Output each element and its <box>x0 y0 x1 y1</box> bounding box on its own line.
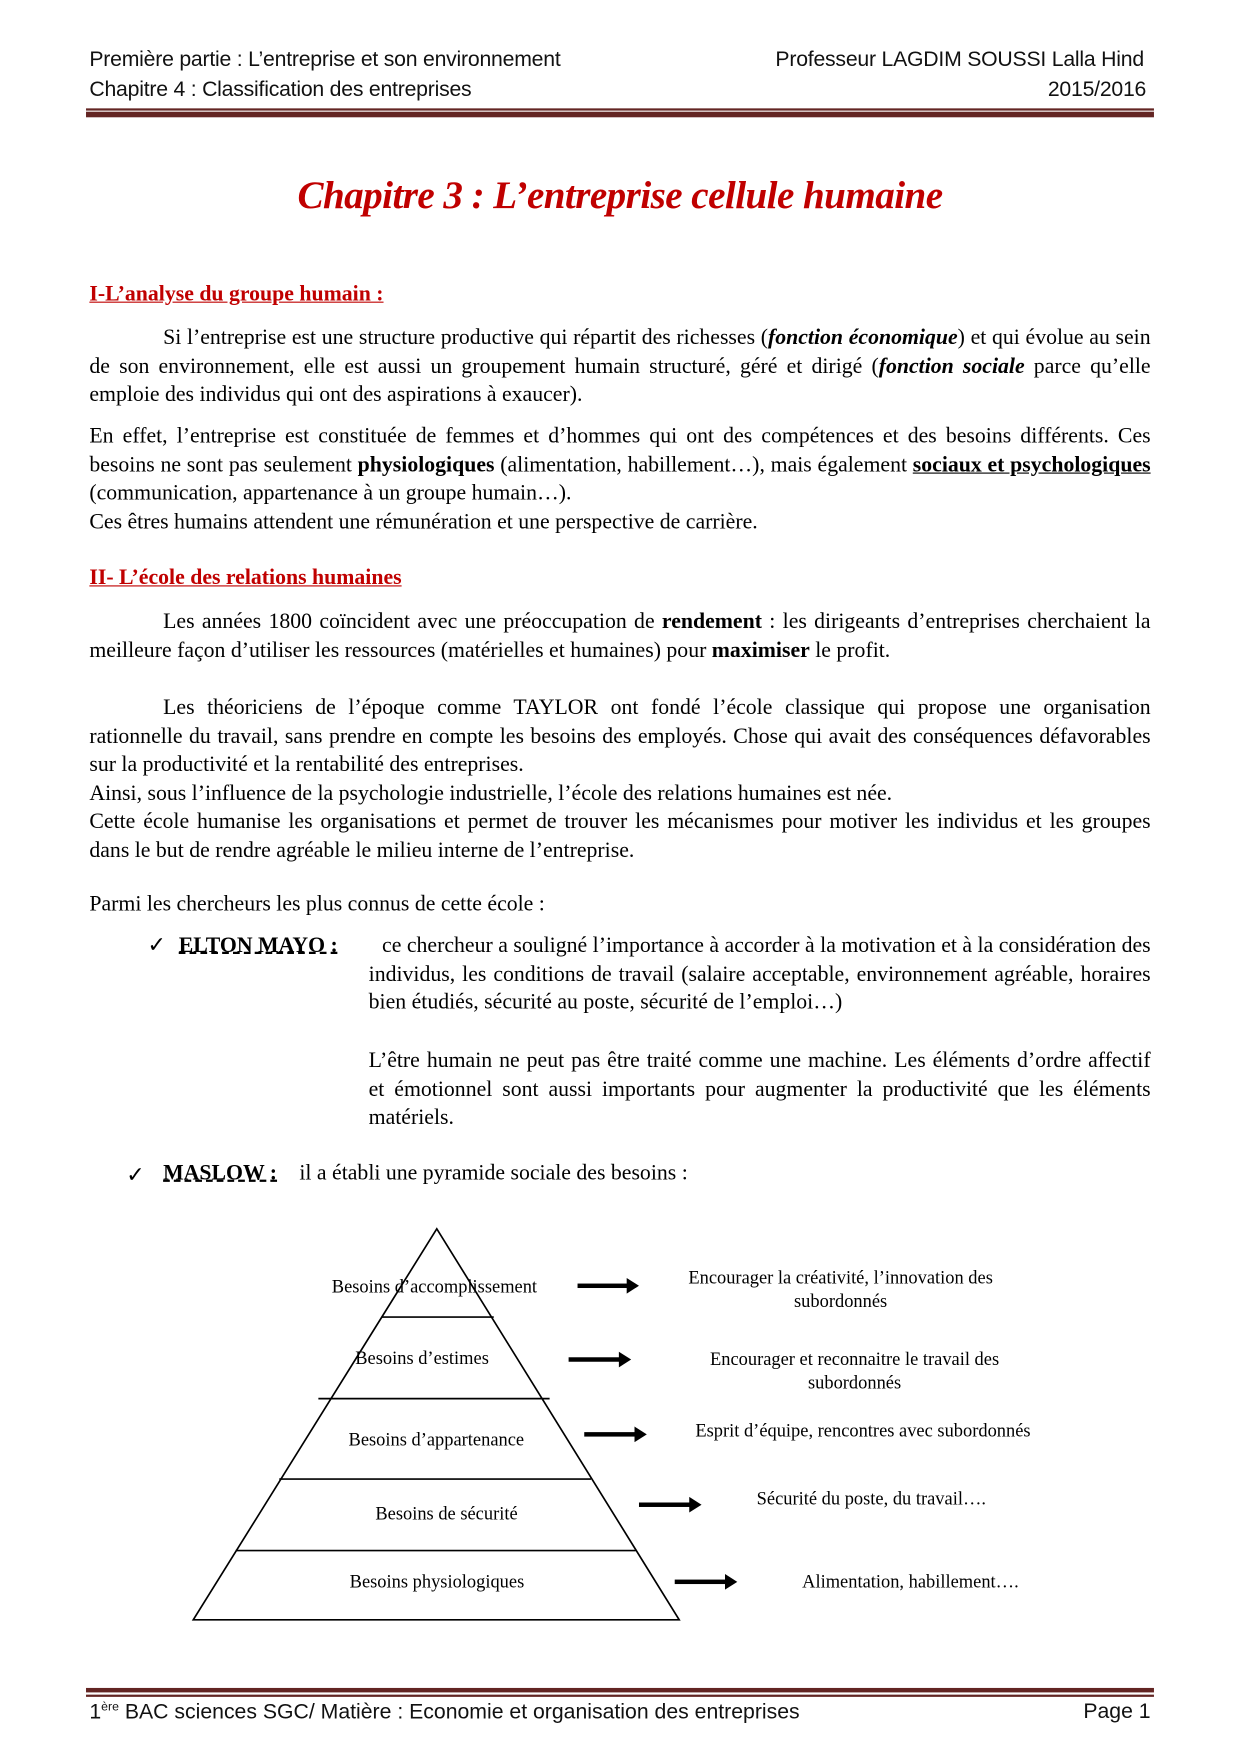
mayo-text2: L’être humain ne peut pas être traité comme une machine. Les éléments d’ordre affectif et émotionnel sont aussi importants pour augmenter la productivité que les éléments matériels. <box>368 1048 1151 1130</box>
check-icon: ✓ <box>126 1164 145 1188</box>
mayo-label: ELTON MAYO : <box>178 933 338 958</box>
arrow-right-icon <box>675 1580 726 1584</box>
header-chapter: Chapitre 4 : Classification des entreprises <box>89 78 472 102</box>
check-icon: ✓ <box>147 933 166 958</box>
section1-paragraph3: Ces êtres humains attendent une rémunération et une perspective de carrière. <box>89 510 758 534</box>
section1-paragraph1: Si l’entreprise est une structure productive qui répartit des richesses (fonction économique) et qui évolue au sein de son environnement, elle est aussi un groupement humain structuré, géré et dirigé (fonction sociale parce qu’elle emploie des individus qui ont des aspirations à exaucer). <box>89 326 1151 408</box>
pyramid-action-5: Alimentation, habillement…. <box>802 1570 1019 1592</box>
footer-page-number: Page 1 <box>1083 1700 1151 1724</box>
pyramid-level-3: Besoins d’appartenance <box>348 1428 525 1450</box>
header-year: 2015/2016 <box>1047 78 1147 102</box>
pyramid-action-1: Encourager la créativité, l’innovation des subordonnés <box>688 1266 993 1312</box>
header-part: Première partie : L’entreprise et son environnement <box>89 48 561 72</box>
mayo-text1: ce chercheur a souligné l’importance à accorder à la motivation et à la considération des individus, les conditions de travail (salaire acceptable, environnement agréable, horaires bien étudiés, sécurité au poste, sécurité de l’emploi…) <box>368 933 1151 1015</box>
pyramid-level-5: Besoins physiologiques <box>349 1570 525 1592</box>
page-title: Chapitre 3 : L’entreprise cellule humaine <box>297 173 943 217</box>
header-professor: Professeur LAGDIM SOUSSI Lalla Hind <box>775 48 1144 72</box>
arrow-right-icon <box>578 1284 628 1288</box>
footer-rule-thin <box>86 1695 1154 1697</box>
pyramid-action-4: Sécurité du poste, du travail…. <box>756 1487 986 1510</box>
pyramid-level-1: Besoins d’accomplissement <box>331 1275 538 1297</box>
pyramid-level-2: Besoins d’estimes <box>355 1347 489 1369</box>
pyramid-level-4: Besoins de sécurité <box>375 1502 518 1524</box>
section2-paragraph4: Cette école humanise les organisations et permet de trouver les mécanismes pour motiver les individus et les groupes dans le but de rendre agréable le milieu interne de l’entreprise. <box>89 809 1151 863</box>
arrow-right-icon <box>639 1502 690 1506</box>
footer-course: 1ère BAC sciences SGC/ Matière : Economie et organisation des entreprises <box>89 1700 800 1725</box>
maslow-text: il a établi une pyramide sociale des besoins : <box>299 1161 688 1186</box>
arrow-right-icon <box>569 1357 620 1361</box>
section2-paragraph2: Les théoriciens de l’époque comme TAYLOR ont fondé l’école classique qui propose une organisation rationnelle du travail, sans prendre en compte les besoins des employés. Chose qui avait des conséquences défavorables sur la productivité et la rentabilité des entreprises. <box>89 695 1151 777</box>
pyramid-action-3: Esprit d’équipe, rencontres avec subordonnés <box>695 1419 1031 1442</box>
section2-paragraph3: Ainsi, sous l’influence de la psychologie industrielle, l’école des relations humaines est née. <box>89 781 893 806</box>
maslow-label: MASLOW : <box>163 1161 278 1186</box>
arrow-right-icon <box>584 1432 635 1436</box>
section1-paragraph2: En effet, l’entreprise est constituée de femmes et d’hommes qui ont des compétences et des besoins différents. Ces besoins ne sont pas seulement physiologiques (alimentation, habillement…), mais également sociaux et psychologiques (communication, appartenance à un groupe humain…). <box>89 424 1151 506</box>
section2-heading: II- L’école des relations humaines <box>89 566 402 590</box>
section2-paragraph5: Parmi les chercheurs les plus connus de cette école : <box>89 892 545 917</box>
section2-paragraph1: Les années 1800 coïncident avec une préoccupation de rendement : les dirigeants d’entreprises cherchaient la meilleure façon d’utiliser les ressources (matérielles et humaines) pour maximiser le profit. <box>89 609 1151 663</box>
section1-heading: I-L’analyse du groupe humain : <box>89 282 384 307</box>
pyramid-action-2: Encourager et reconnaitre le travail des subordonnés <box>710 1348 1000 1394</box>
footer-rule-thick <box>86 1688 1154 1692</box>
